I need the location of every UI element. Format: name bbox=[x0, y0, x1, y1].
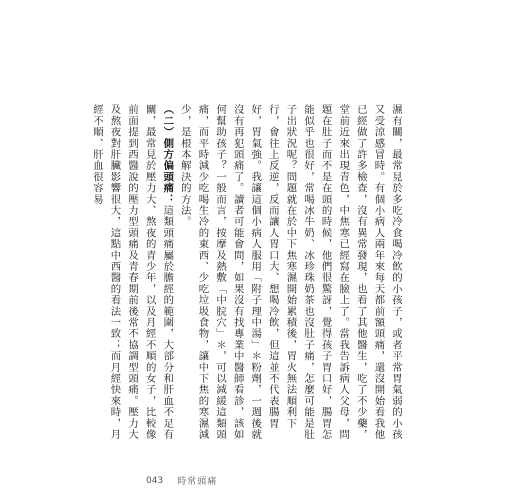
section-text: 這類頭痛屬於膽經的範圍，大部分和肝血不足有關，最常見於壓力大、熬夜的青少年，以及月經不順的女子，比較像前面提到西醫說的壓力型頭痛及青春期前後常不協調型頭痛。壓力大及熬夜對肝臟影響很大，這點中西醫的看法一致；而月經快來時，月經不順、肝血很容易 bbox=[90, 104, 174, 441]
section-heading: （二）側方偏頭痛： bbox=[161, 104, 174, 205]
page-body bbox=[90, 104, 404, 441]
paragraph-case-study: 濕有關，最常見於多吃冷食喝冷飲的小孩子，或者平常胃氣弱的小孩又受涼感冒時。有個小病人兩年來每天都前額頭痛，還沒開始看我他已經做了許多檢查，沒有異常發現，也看了其他醫生，吃了不少藥，堂前近來出現青色，中焦寒已經寫在臉上了。當我告訴病人父母，問題在肚子而不是在頭的時候，他們很驚訝，覺得孩子胃口好，腸胃怎能似乎也很好，常喝冰牛奶、冰珍珠奶茶也沒肚子痛，怎麼可能是肚子出狀況呢？問題就在於中下焦寒濕開始累積後，胃火無法順利下行，會往上反逆，反而讓人胃口大、想喝冷飲，但這並不代表腸胃好，胃氣強。我讓這個小病人服用「附子理中湯」＊粉劑，一週後就沒有再犯頭痛了。讀者可能會問，如果沒有找專業中醫師看診，該如何幫助孩子？一般而言，按摩及熱敷「中脘穴」＊，可以減緩這類頭痛，而平時減少吃喝生冷的東西、少吃垃圾食物，讓中下焦的寒濕減少，是根本解決的方法。 bbox=[178, 104, 402, 440]
page-number: 043 bbox=[146, 475, 164, 486]
page-footer bbox=[146, 474, 217, 487]
running-title: 時常頭痛 bbox=[177, 477, 218, 487]
paragraph-lateral-headache bbox=[87, 104, 175, 440]
